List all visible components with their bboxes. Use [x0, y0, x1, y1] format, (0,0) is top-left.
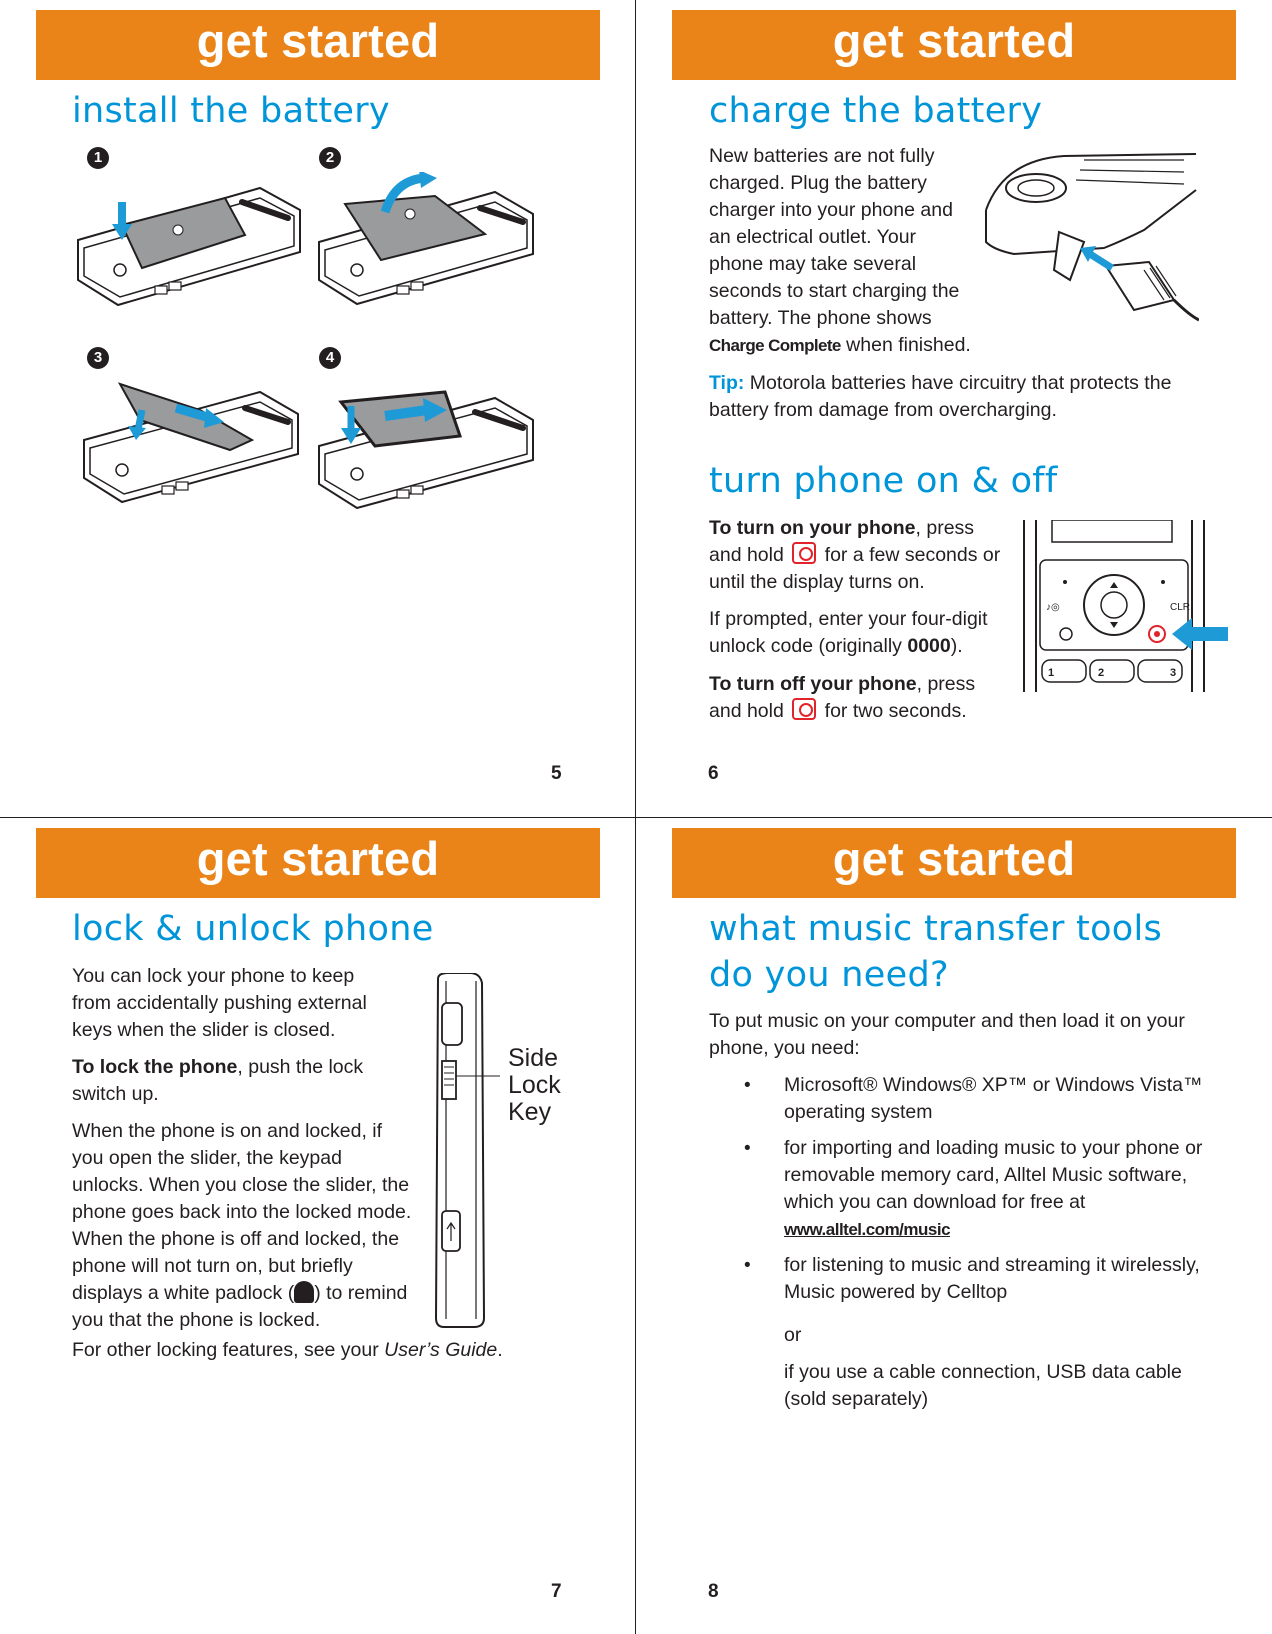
section-banner: get started: [672, 10, 1236, 80]
page-number: 6: [708, 763, 719, 784]
locked-text-2: ) to remind you that the phone is locked.: [72, 1282, 408, 1331]
other-features-paragraph: [72, 1337, 592, 1364]
power-key-icon: [792, 542, 816, 564]
bullet-2-text: for importing and loading music to your phone or removable memory card, Alltel Music software, which you can download for free at: [784, 1137, 1203, 1213]
side-label-line-2: Lock: [508, 1071, 561, 1099]
page-8: [636, 818, 1272, 1634]
tip-paragraph: [709, 370, 1209, 424]
lock-intro-paragraph: You can lock your phone to keep from accidentally pushing external keys when the slider is closed.: [72, 965, 367, 1041]
charge-paragraph: [709, 143, 971, 359]
battery-install-illustration-3: [80, 380, 305, 510]
turn-off-text-2: for two seconds.: [819, 700, 967, 722]
padlock-icon: [294, 1281, 314, 1303]
turn-on-bold: To turn on your phone: [709, 517, 916, 539]
lock-text: , push the lock switch up.: [72, 1056, 364, 1105]
side-lock-leader-line: [456, 1072, 502, 1080]
bullet-1-text: Microsoft® Windows® XP™ or Windows Vista™ operating system: [784, 1074, 1203, 1123]
tip-text: Motorola batteries have circuitry that protects the battery from damage from overcharging.: [709, 372, 1172, 421]
charge-text-1: New batteries are not fully charged. Plug the battery charger into your phone and an electrical outlet. Your phone may take several seconds to start charging the battery. The phone shows: [709, 145, 960, 329]
turn-off-bold: To turn off your phone: [709, 673, 917, 695]
music-intro-paragraph: To put music on your computer and then load it on your phone, you need:: [709, 1010, 1185, 1059]
page-number: 7: [551, 1581, 562, 1602]
step-number-1: 1: [87, 147, 109, 169]
step-number-4: 4: [319, 347, 341, 369]
step-number-2: 2: [319, 147, 341, 169]
charger-illustration: [984, 150, 1199, 325]
list-item: [744, 1135, 1204, 1243]
page-number: 5: [551, 763, 562, 784]
key-2-label: 2: [1098, 667, 1105, 679]
turn-on-off-heading: turn phone on & off: [709, 461, 1058, 501]
step-number-3: 3: [87, 347, 109, 369]
page-title-line-2: do you need?: [709, 955, 949, 995]
lock-instruction-paragraph: [72, 1054, 392, 1108]
key-1-label: 1: [1048, 667, 1055, 679]
section-banner: get started: [36, 10, 600, 80]
unlock-code-paragraph: [709, 606, 999, 660]
turn-on-text-2: for a few seconds or until the display turns on.: [709, 544, 1001, 593]
charge-battery-heading: charge the battery: [709, 91, 1043, 131]
unlock-code: 0000: [907, 635, 951, 657]
phone-side-illustration: [430, 973, 490, 1328]
bullet-3-text: for listening to music and streaming it wirelessly, Music powered by Celltop: [784, 1254, 1200, 1303]
page-title: [709, 906, 1162, 998]
turn-on-text-1: , press and hold: [709, 517, 975, 566]
turn-off-text-1: , press and hold: [709, 673, 976, 722]
or-text: or: [784, 1324, 802, 1346]
page-title: lock & unlock phone: [72, 909, 434, 949]
charge-complete-label: Charge Complete: [709, 336, 841, 355]
page-title: install the battery: [72, 91, 390, 131]
cable-text: if you use a cable connection, USB data cable (sold separately): [784, 1361, 1182, 1410]
alltel-music-link[interactable]: www.alltel.com/music: [784, 1220, 951, 1239]
side-label-line-1: Side: [508, 1044, 559, 1072]
phone-keypad-illustration: [1020, 520, 1230, 692]
turn-off-paragraph: [709, 671, 999, 725]
battery-install-illustration-2: [315, 172, 540, 317]
page-number: 8: [708, 1581, 719, 1602]
side-label-line-3: Key: [508, 1098, 552, 1126]
lock-bold: To lock the phone: [72, 1056, 238, 1078]
tip-label: Tip:: [709, 372, 745, 394]
battery-install-illustration-4: [315, 388, 540, 518]
page-7: [0, 818, 636, 1634]
power-key-icon: [792, 698, 816, 720]
users-guide-title: User’s Guide: [384, 1339, 498, 1361]
list-item: [744, 1072, 1204, 1126]
charge-text-2: when finished.: [840, 334, 971, 356]
turn-on-paragraph: [709, 515, 1004, 596]
music-tools-list: [744, 1072, 1204, 1315]
other-end: .: [497, 1339, 503, 1361]
clear-key-label: CLR: [1170, 602, 1191, 613]
key-3-label: 3: [1170, 667, 1177, 679]
page-6: [636, 0, 1272, 817]
softkey-left-label: ♪◎: [1046, 602, 1060, 613]
battery-install-illustration-1: [70, 180, 310, 315]
section-banner: get started: [36, 828, 600, 898]
side-lock-key-label: [508, 1045, 561, 1126]
prompt-text-1: If prompted, enter your four-digit unlock code (originally: [709, 608, 988, 657]
locked-text-1: When the phone is on and locked, if you open the slider, the keypad unlocks. When you close the slider, the phone goes back into the locked mode. When the phone is off and locked, the phone will not turn on, but briefly displays a white padlock (: [72, 1120, 412, 1304]
page-5: [0, 0, 636, 817]
other-text: For other locking features, see your: [72, 1339, 385, 1361]
section-banner: get started: [672, 828, 1236, 898]
locked-behavior-paragraph: [72, 1118, 412, 1334]
page-title-line-1: what music transfer tools: [709, 909, 1163, 949]
list-item: [744, 1252, 1204, 1306]
prompt-text-2: ).: [950, 635, 963, 657]
